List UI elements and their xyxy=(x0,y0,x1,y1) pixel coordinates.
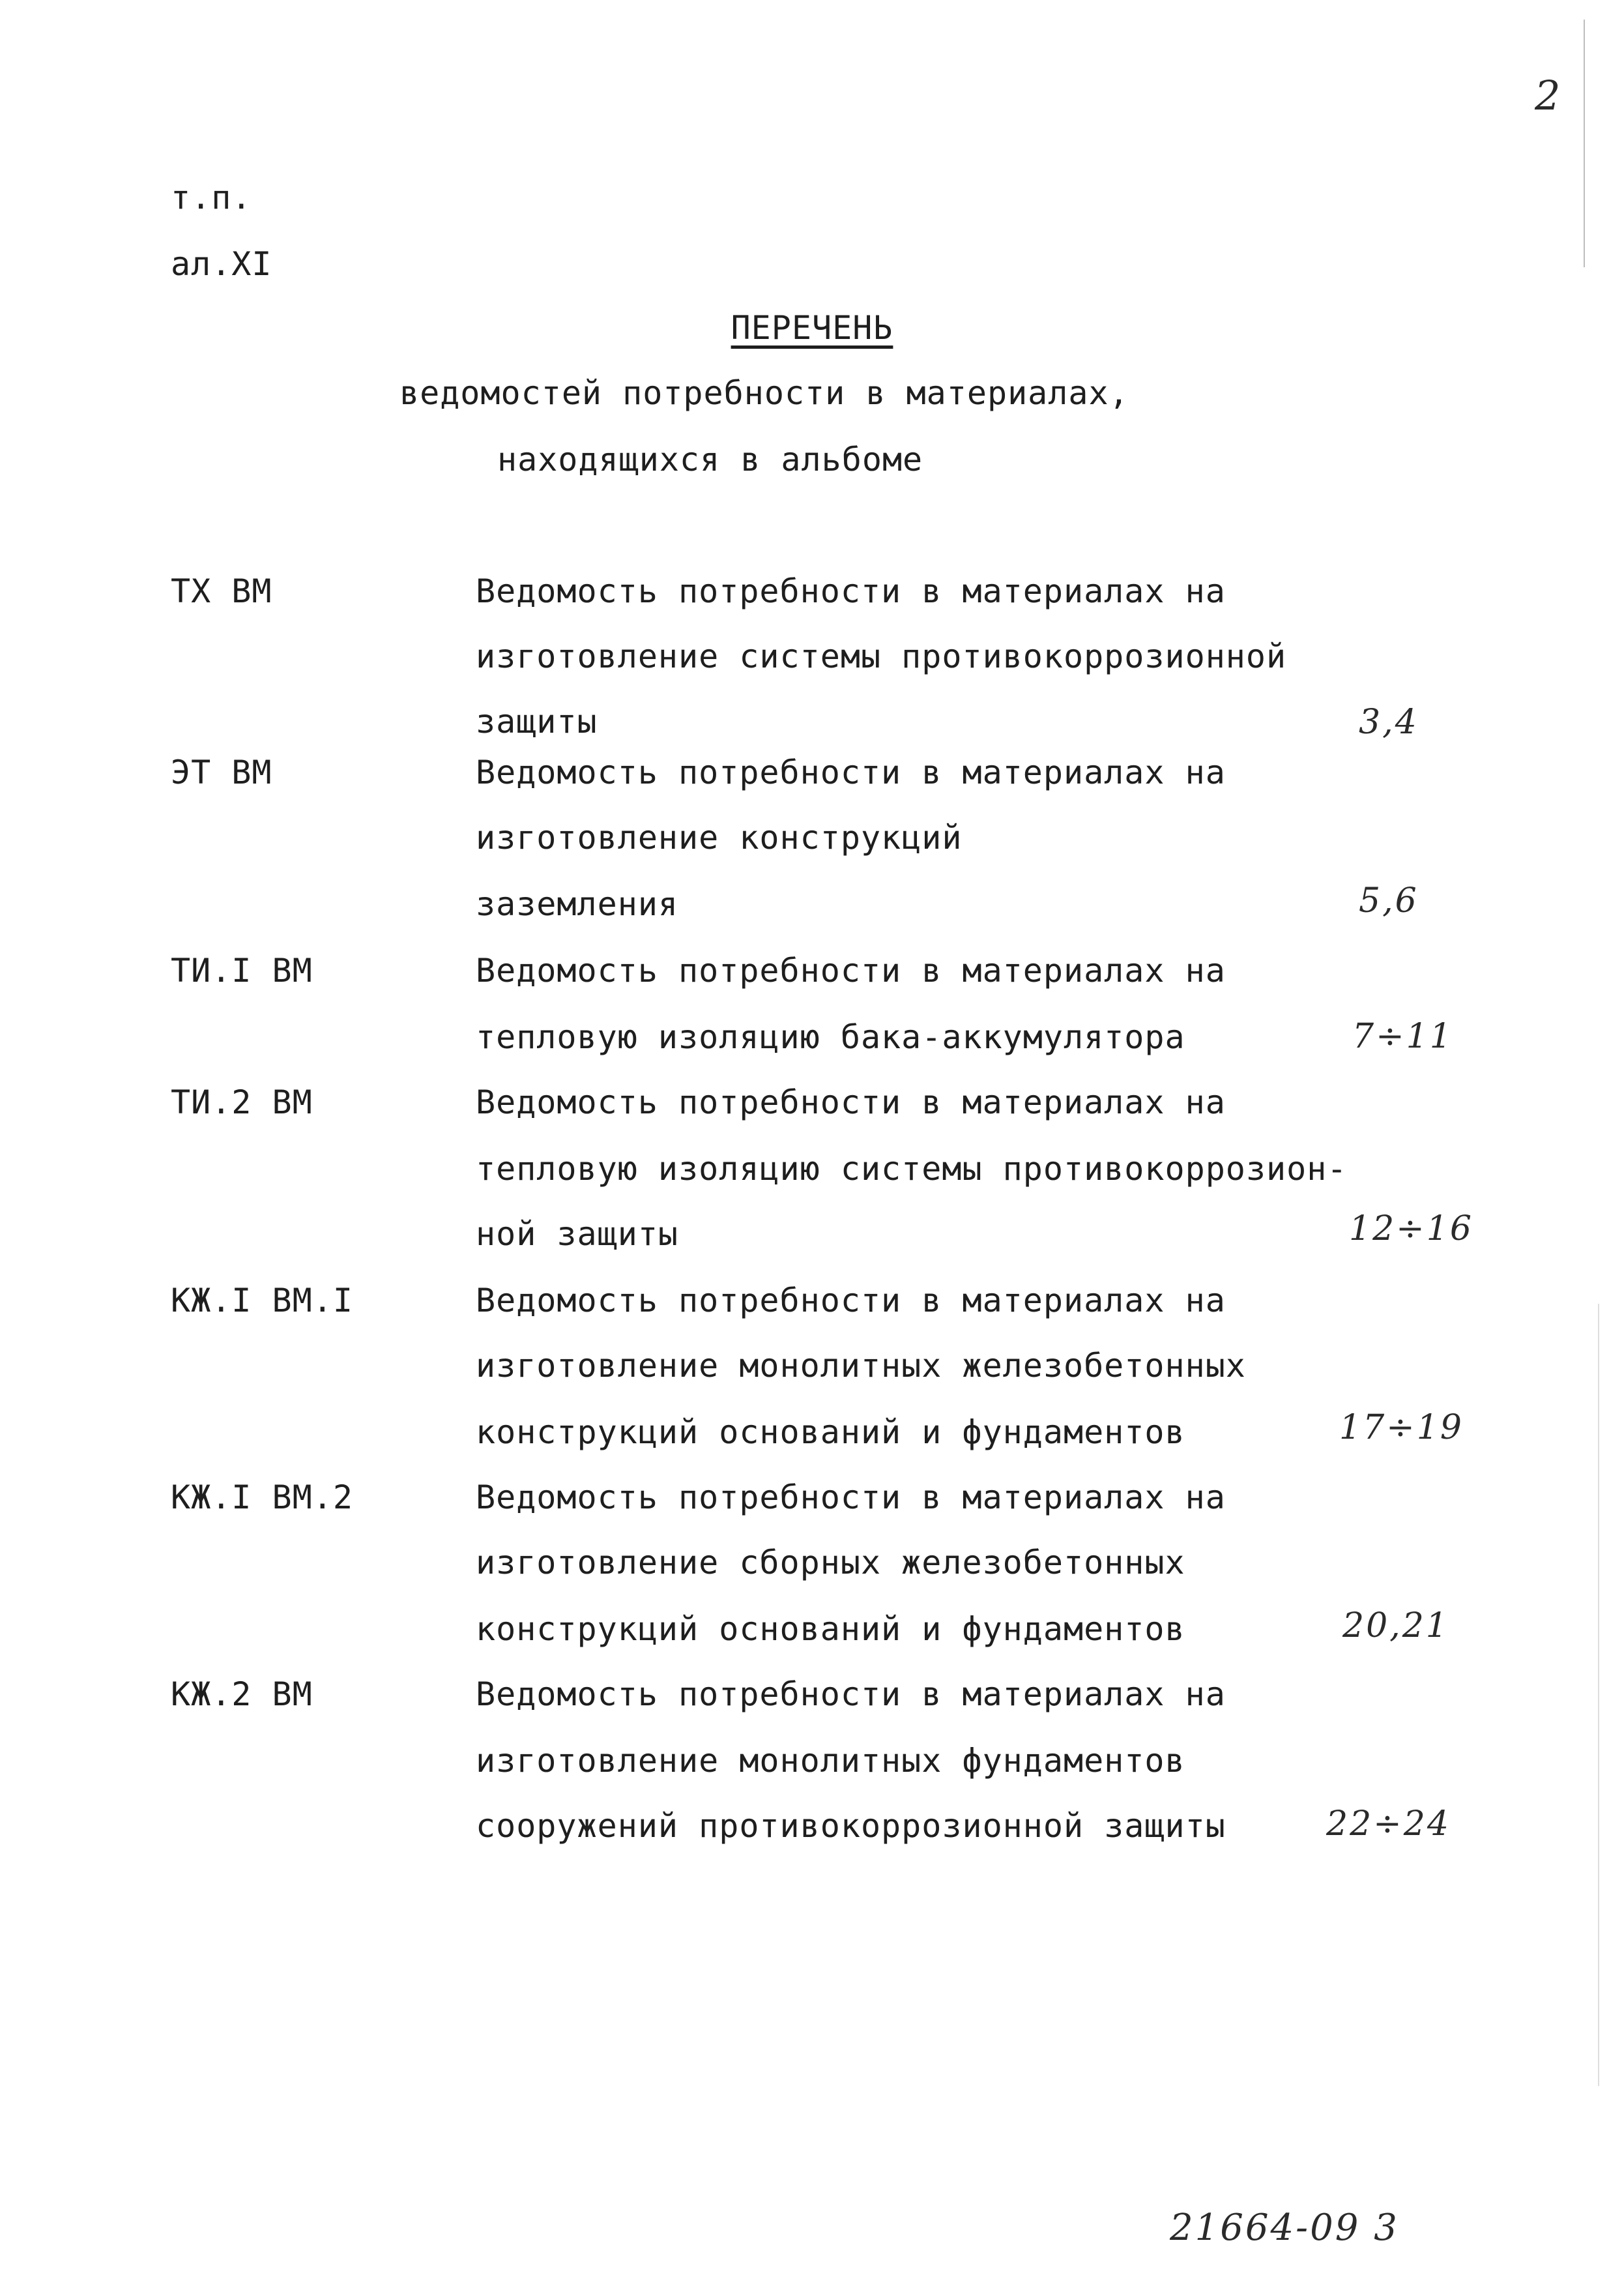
entry-description-line: заземления xyxy=(476,885,679,923)
entry-description-line: тепловую изоляцию бака-аккумулятора xyxy=(476,1018,1185,1056)
entry-description-line: Ведомость потребности в материалах на xyxy=(476,1478,1226,1516)
entry-description-line: конструкций оснований и фундаментов xyxy=(476,1610,1185,1648)
subtitle-line-2: находящихся в альбоме xyxy=(497,441,923,478)
subtitle-line-1: ведомостей потребности в материалах, xyxy=(399,374,1129,412)
entry-description-line: конструкций оснований и фундаментов xyxy=(476,1413,1185,1451)
entry-code: КЖ.2 ВМ xyxy=(171,1675,313,1713)
entry-pages: 7÷11 xyxy=(1352,1017,1453,1056)
document-number: 21664-09 3 xyxy=(1170,2207,1399,2249)
page-number: 2 xyxy=(1535,72,1563,119)
entry-code: ТИ.2 ВМ xyxy=(171,1083,313,1121)
entry-code: ЭТ ВМ xyxy=(171,754,272,791)
entry-description-line: Ведомость потребности в материалах на xyxy=(476,1083,1226,1121)
entry-description-line: Ведомость потребности в материалах на xyxy=(476,1282,1226,1319)
entry-pages: 22÷24 xyxy=(1326,1804,1451,1844)
header-album: ал.XI xyxy=(171,245,272,283)
entry-pages: 3,4 xyxy=(1359,703,1419,742)
entry-description-line: изготовление системы противокоррозионной xyxy=(476,638,1287,675)
entry-description-line: изготовление монолитных фундаментов xyxy=(476,1742,1185,1780)
scan-edge-line xyxy=(1584,20,1585,267)
entry-description-line: Ведомость потребности в материалах на xyxy=(476,572,1226,610)
entry-pages: 12÷16 xyxy=(1349,1209,1473,1248)
entry-code: КЖ.I ВМ.2 xyxy=(171,1478,353,1516)
entry-code: ТИ.I ВМ xyxy=(171,952,313,990)
entry-pages: 5,6 xyxy=(1359,881,1419,920)
entry-description-line: изготовление монолитных железобетонных xyxy=(476,1347,1246,1385)
entry-description-line: сооружений противокоррозионной защиты xyxy=(476,1807,1226,1845)
entry-pages: 20,21 xyxy=(1342,1606,1449,1645)
entry-code: КЖ.I ВМ.I xyxy=(171,1282,353,1319)
entry-description-line: Ведомость потребности в материалах на xyxy=(476,952,1226,990)
scan-edge-line xyxy=(1598,1304,1599,2086)
entry-description-line: Ведомость потребности в материалах на xyxy=(476,1675,1226,1713)
entry-description-line: изготовление конструкций xyxy=(476,819,963,857)
entry-description-line: ной защиты xyxy=(476,1215,679,1253)
page-title: ПЕРЕЧЕНЬ xyxy=(731,309,893,347)
entry-description-line: защиты xyxy=(476,703,598,741)
entry-description-line: тепловую изоляцию системы противокоррозион- xyxy=(476,1150,1348,1188)
entry-code: ТХ ВМ xyxy=(171,572,272,610)
header-project-type: т.п. xyxy=(171,179,252,216)
entry-pages: 17÷19 xyxy=(1339,1408,1464,1447)
entry-description-line: изготовление сборных железобетонных xyxy=(476,1544,1185,1581)
entry-description-line: Ведомость потребности в материалах на xyxy=(476,754,1226,791)
